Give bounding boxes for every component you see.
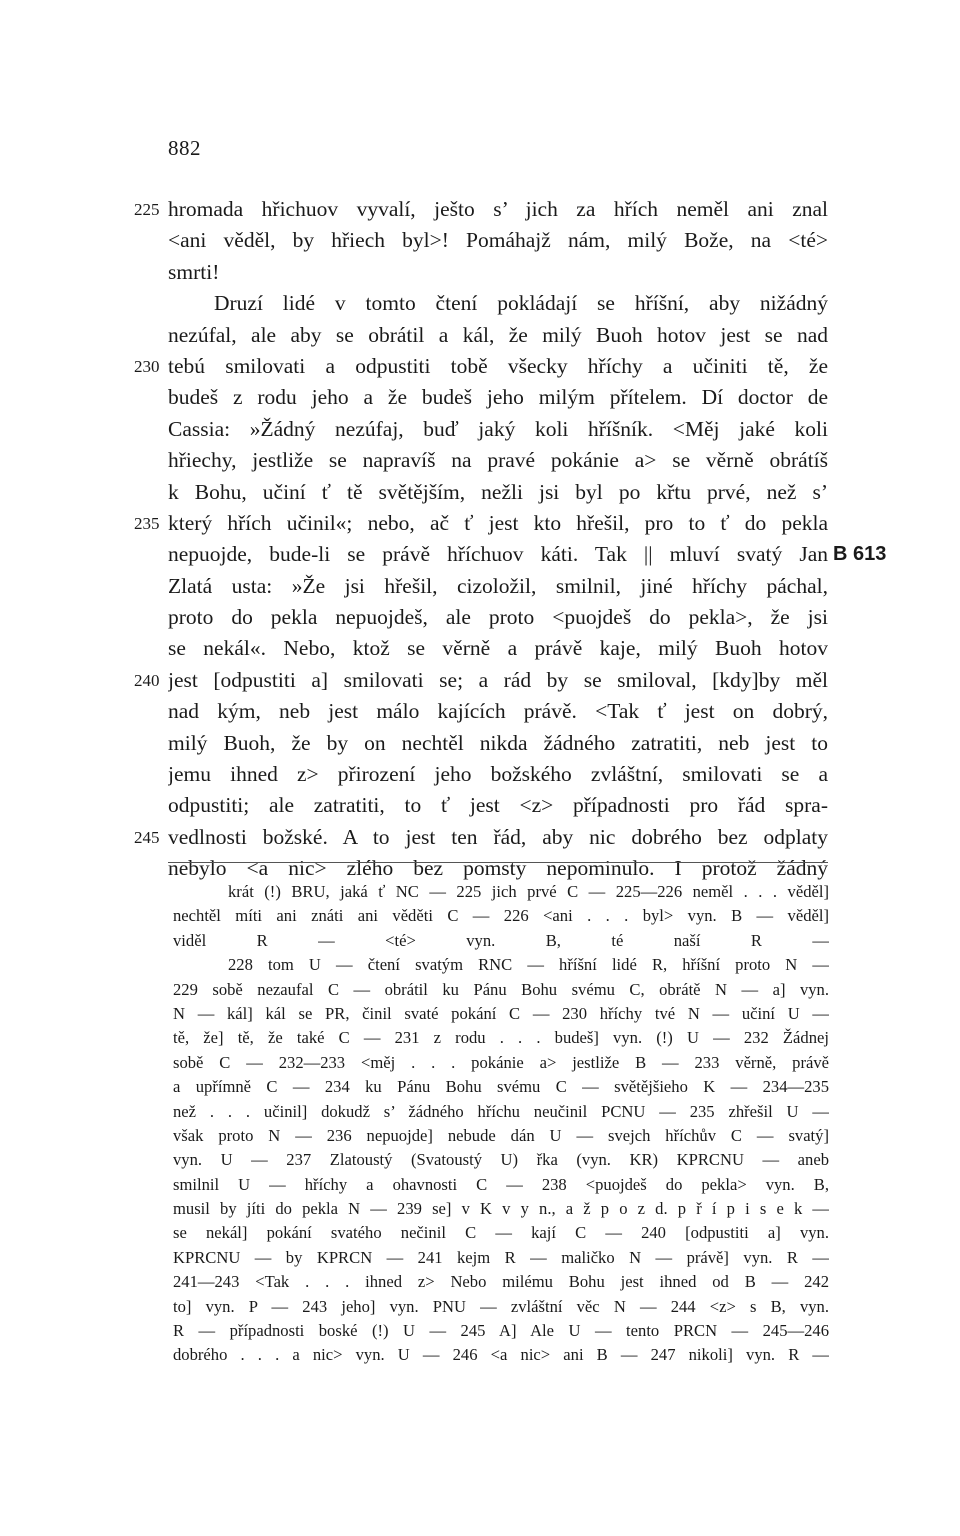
note-line: sobě C — 232—233 <měj . . . pokánie a> jestliže B — 233 věrně, právě bbox=[173, 1052, 829, 1072]
text-line bbox=[168, 790, 828, 821]
note-line: to] vyn. P — 243 jeho] vyn. PNU — zvláštní věc N — 244 <z> s B, vyn. bbox=[173, 1296, 829, 1316]
text-line bbox=[134, 665, 828, 696]
text-line bbox=[134, 822, 828, 853]
line-number: 235 bbox=[134, 513, 160, 533]
note-line: KPRCNU — by KPRCN — 241 kejm R — maličko N — právě] vyn. R — bbox=[173, 1247, 829, 1267]
note-line: krát (!) BRU, jaká ť NC — 225 jich prvé C — 225—226 neměl . . . věděl] bbox=[228, 882, 829, 901]
line-text: hřiechy, jestliže se napravíš na pravé pokánie a> se věrně obrátíš bbox=[168, 448, 828, 473]
line-text: jemu ihned z> přirození jeho božského zvláštní, smilovati se a bbox=[168, 762, 828, 787]
line-text: nepuojde, bude-li se právě hříchuov káti. Tak || mluví svatý Jan bbox=[168, 542, 828, 567]
text-line bbox=[168, 539, 887, 570]
text-line bbox=[168, 257, 828, 288]
line-text: hromada hřichuov vyvalí, ješto s’ jich za hřích neměl ani znal bbox=[168, 197, 828, 221]
text-line bbox=[168, 320, 828, 351]
text-line bbox=[168, 728, 828, 759]
note-line: vyn. U — 237 Zlatoustý (Svatoustý U) řka (vyn. KR) KPRCNU — aneb bbox=[173, 1150, 829, 1170]
text-line bbox=[168, 225, 828, 256]
text-line bbox=[168, 414, 828, 445]
line-text: budeš z rodu jeho a že budeš jeho milým přítelem. Dí doctor de bbox=[168, 385, 828, 410]
note-line: 229 sobě nezaufal C — obrátil ku Pánu Bohu svému C, obrátě N — a] vyn. bbox=[173, 979, 829, 999]
note-line: dobrého . . . a nic> vyn. U — 246 <a nic> ani B — 247 nikoli] vyn. R — bbox=[173, 1345, 829, 1365]
line-number: 240 bbox=[134, 670, 160, 690]
text-line bbox=[168, 696, 828, 727]
line-text: Cassia: »Žádný nezúfaj, buď jaký koli hříšník. <Měj jaké koli bbox=[168, 416, 828, 441]
line-text: <ani věděl, by hřiech byl>! Pomáhajž nám, milý Bože, na <té> bbox=[168, 228, 828, 253]
text-line bbox=[168, 445, 828, 476]
note-line: nechtěl míti ani znáti ani věděti C — 226 <ani . . . byl> vyn. B — věděl] bbox=[173, 906, 829, 926]
line-text: k Bohu, učiní ť tě světějším, nežli jsi byl po křtu prvé, než s’ bbox=[168, 479, 828, 504]
line-text: odpustiti; ale zatratiti, to ť jest <z> případnosti pro řád spra- bbox=[168, 793, 828, 818]
text-line bbox=[134, 194, 828, 225]
text-line bbox=[168, 633, 828, 664]
note-line: a upřímně C — 234 ku Pánu Bohu svému C — světějšieho K — 234—235 bbox=[173, 1077, 829, 1097]
text-line bbox=[168, 571, 828, 602]
text-line bbox=[168, 382, 828, 413]
line-text: proto do pekla nepuojdeš, ale proto <puojdeš do pekla>, že jsi bbox=[168, 605, 828, 630]
text-line bbox=[168, 602, 828, 633]
text-line bbox=[168, 477, 828, 508]
line-text: tebú smilovati a odpustiti tobě všecky hříchy a učiniti tě, že bbox=[168, 353, 828, 378]
note-line: se nekál] pokání svatého nečinil C — kají C — 240 [odpustiti a] vyn. bbox=[173, 1223, 829, 1243]
note-line: než . . . učinil] dokudž s’ žádného hříchu neučinil PCNU — 235 zhřešil U — bbox=[173, 1101, 829, 1121]
note-line: však proto N — 236 nepuojde] nebude dán U — svejch hříchův C — svatý] bbox=[173, 1125, 829, 1145]
note-line: R — případnosti boské (!) U — 245 A] Ale U — tento PRCN — 245—246 bbox=[173, 1321, 829, 1341]
line-text: který hřích učinil«; nebo, ač ť jest kto hřešil, pro to ť do pekla bbox=[168, 510, 828, 535]
line-text: jest [odpustiti a] smilovati se; a rád by se smiloval, [kdy]by měl bbox=[168, 667, 828, 692]
footnote-separator bbox=[168, 862, 828, 863]
line-text: nebylo <a nic> zlého bez pomsty nepominulo. I protož žádný bbox=[168, 856, 828, 881]
text-line bbox=[168, 759, 828, 790]
line-number: 245 bbox=[134, 827, 160, 847]
line-text: milý Buoh, že by on nechtěl nikda žádného zatratiti, neb jest to bbox=[168, 730, 828, 755]
note-line: N — kál] kál se PR, činil svaté pokání C — 230 hříchy tvé N — učiní U — bbox=[173, 1003, 829, 1023]
text-line bbox=[134, 351, 828, 382]
note-line: musil by jíti do pekla N — 239 se] v K v y n., a ž p o z d. p ř í p i s e k — bbox=[173, 1199, 829, 1219]
text-line bbox=[134, 508, 828, 539]
line-text: smrti! bbox=[168, 259, 220, 284]
note-line: 228 tom U — čtení svatým RNC — hříšní lidé R, hříšní proto N — bbox=[228, 955, 829, 975]
margin-reference: B 613 bbox=[833, 543, 887, 566]
note-line: smilnil U — hříchy a ohavnosti C — 238 <puojdeš do pekla> vyn. B, bbox=[173, 1174, 829, 1194]
line-text: nezúfal, ale aby se obrátil a kál, že milý Buoh hotov jest se nad bbox=[168, 322, 828, 347]
note-line: 241—243 <Tak . . . ihned z> Nebo milému Bohu jest ihned od B — 242 bbox=[173, 1272, 829, 1292]
line-text: nad kým, neb jest málo kajících právě. <Tak ť jest on dobrý, bbox=[168, 699, 828, 724]
critical-apparatus bbox=[173, 880, 829, 1368]
line-number: 225 bbox=[134, 200, 160, 219]
line-text: vedlnosti božské. A to jest ten řád, aby nic dobrého bez odplaty bbox=[168, 824, 828, 849]
note-line: viděl R — <té> vyn. B, té naší R — bbox=[173, 930, 829, 950]
text-line bbox=[168, 288, 828, 319]
main-text-block bbox=[134, 194, 887, 885]
line-number: 230 bbox=[134, 356, 160, 376]
line-text: Druzí lidé v tomto čtení pokládají se hříšní, aby nižádný bbox=[214, 291, 828, 316]
line-text: se nekál«. Nebo, ktož se věrně a právě kaje, milý Buoh hotov bbox=[168, 636, 828, 661]
note-line: tě, že] tě, že také C — 231 z rodu . . . budeš] vyn. (!) U — 232 Žádnej bbox=[173, 1028, 829, 1048]
page-number: 882 bbox=[168, 136, 201, 160]
line-text: Zlatá usta: »Že jsi hřešil, cizoložil, smilnil, jiné hříchy páchal, bbox=[168, 573, 828, 598]
